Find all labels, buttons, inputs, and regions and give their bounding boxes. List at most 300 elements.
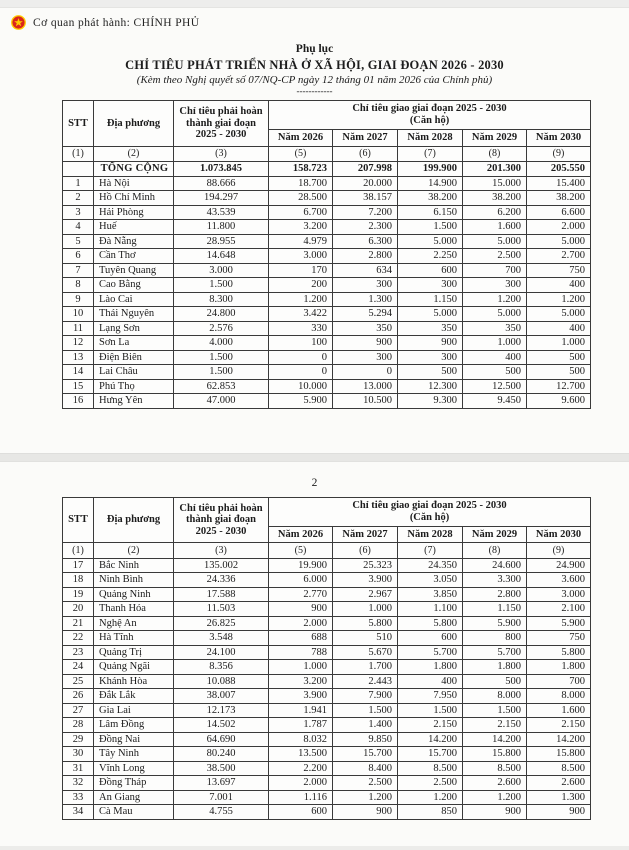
cell-year-2029: 3.300 (463, 573, 527, 588)
col-id: (5) (269, 146, 333, 162)
publisher-bar (0, 8, 629, 37)
cell-year-2027: 15.700 (333, 747, 398, 762)
table-row (63, 631, 591, 646)
table-row (63, 220, 591, 235)
table-row (63, 558, 591, 573)
cell-year-2026: 0 (269, 350, 333, 365)
cell-stt (63, 162, 94, 177)
col-id: (1) (63, 146, 94, 162)
cell-year-2027: 7.200 (333, 205, 398, 220)
cell-stt: 23 (63, 645, 94, 660)
cell-year-2027: 38.157 (333, 191, 398, 206)
cell-locality: Khánh Hòa (94, 674, 174, 689)
cell-stt: 17 (63, 558, 94, 573)
cell-locality: Cao Bằng (94, 278, 174, 293)
cell-target-total: 4.755 (174, 805, 269, 820)
cell-year-2029: 900 (463, 805, 527, 820)
cell-target-total: 14.648 (174, 249, 269, 264)
cell-year-2026: 1.200 (269, 292, 333, 307)
cell-year-2026: 0 (269, 365, 333, 380)
cell-locality: Lào Cai (94, 292, 174, 307)
cell-stt: 10 (63, 307, 94, 322)
cell-year-2026: 688 (269, 631, 333, 646)
cell-year-2030: 5.800 (527, 645, 591, 660)
cell-year-2026: 28.500 (269, 191, 333, 206)
document-title: CHỈ TIÊU PHÁT TRIỂN NHÀ Ở XÃ HỘI, GIAI ĐOẠN 2026 - 2030 (125, 57, 504, 72)
cell-target-total: 13.697 (174, 776, 269, 791)
cell-target-total: 26.825 (174, 616, 269, 631)
cell-target-total: 3.000 (174, 263, 269, 278)
cell-stt: 6 (63, 249, 94, 264)
cell-year-2026: 2.000 (269, 776, 333, 791)
cell-year-2029: 2.600 (463, 776, 527, 791)
cell-locality: Sơn La (94, 336, 174, 351)
cell-year-2030: 3.000 (527, 587, 591, 602)
cell-year-2029: 1.200 (463, 292, 527, 307)
cell-year-2030: 12.700 (527, 379, 591, 394)
table-body-page1 (63, 162, 591, 409)
cell-year-2026: 170 (269, 263, 333, 278)
cell-locality: Cà Mau (94, 805, 174, 820)
cell-target-total: 80.240 (174, 747, 269, 762)
cell-year-2030: 1.200 (527, 292, 591, 307)
cell-stt: 9 (63, 292, 94, 307)
cell-locality: Lạng Sơn (94, 321, 174, 336)
header-target-total: Chỉ tiêu phải hoàn thành giai đoạn 2025 - 2030 (174, 101, 269, 147)
document-subtitle: (Kèm theo Nghị quyết số 07/NQ-CP ngày 12 tháng 01 năm 2026 của Chính phủ) (136, 74, 493, 87)
cell-year-2029: 24.600 (463, 558, 527, 573)
cell-year-2028: 6.150 (398, 205, 463, 220)
table-row (63, 321, 591, 336)
table-row (63, 263, 591, 278)
cell-target-total: 64.690 (174, 732, 269, 747)
page-separator (0, 453, 629, 462)
cell-year-2027: 350 (333, 321, 398, 336)
cell-target-total: 28.955 (174, 234, 269, 249)
cell-year-2030: 38.200 (527, 191, 591, 206)
header-year-2029: Năm 2029 (463, 130, 527, 147)
cell-stt: 34 (63, 805, 94, 820)
cell-stt: 31 (63, 761, 94, 776)
cell-year-2030: 1.300 (527, 790, 591, 805)
cell-target-total: 10.088 (174, 674, 269, 689)
table-row (63, 336, 591, 351)
cell-year-2030: 14.200 (527, 732, 591, 747)
cell-stt: 3 (63, 205, 94, 220)
table-body-page2 (63, 558, 591, 819)
cell-year-2029: 350 (463, 321, 527, 336)
cell-year-2026: 788 (269, 645, 333, 660)
table-row (63, 616, 591, 631)
cell-stt: 4 (63, 220, 94, 235)
table-row (63, 732, 591, 747)
cell-year-2030: 2.600 (527, 776, 591, 791)
cell-target-total: 62.853 (174, 379, 269, 394)
cell-locality: Vĩnh Long (94, 761, 174, 776)
cell-stt: 25 (63, 674, 94, 689)
header-year-2028: Năm 2028 (398, 526, 463, 543)
table-row (63, 689, 591, 704)
cell-year-2026: 600 (269, 805, 333, 820)
cell-year-2029: 700 (463, 263, 527, 278)
document-title-block (0, 42, 629, 95)
cell-year-2029: 1.500 (463, 703, 527, 718)
cell-year-2027: 20.000 (333, 176, 398, 191)
table-row (63, 278, 591, 293)
cell-year-2027: 1.300 (333, 292, 398, 307)
cell-year-2029: 8.000 (463, 689, 527, 704)
cell-year-2028: 14.200 (398, 732, 463, 747)
cell-stt: 32 (63, 776, 94, 791)
header-assigned-group (269, 497, 591, 526)
col-id: (7) (398, 543, 463, 559)
cell-target-total: 1.073.845 (174, 162, 269, 177)
cell-year-2030: 900 (527, 805, 591, 820)
table-row (63, 350, 591, 365)
table-row (63, 234, 591, 249)
header-year-2027: Năm 2027 (333, 526, 398, 543)
col-id: (9) (527, 543, 591, 559)
cell-year-2029: 5.700 (463, 645, 527, 660)
cell-locality: Lai Châu (94, 365, 174, 380)
cell-locality: Quảng Trị (94, 645, 174, 660)
cell-year-2028: 5.000 (398, 234, 463, 249)
cell-year-2026: 900 (269, 602, 333, 617)
col-id: (6) (333, 543, 398, 559)
cell-locality: Gia Lai (94, 703, 174, 718)
housing-targets-table-page2 (62, 497, 591, 820)
cell-target-total: 194.297 (174, 191, 269, 206)
col-id: (8) (463, 543, 527, 559)
cell-year-2030: 8.500 (527, 761, 591, 776)
cell-target-total: 43.539 (174, 205, 269, 220)
cell-year-2030: 500 (527, 350, 591, 365)
cell-year-2030: 1.600 (527, 703, 591, 718)
cell-locality: An Giang (94, 790, 174, 805)
table-row (63, 379, 591, 394)
header-year-2026: Năm 2026 (269, 130, 333, 147)
cell-year-2028: 8.500 (398, 761, 463, 776)
cell-year-2027: 900 (333, 336, 398, 351)
table-row (63, 587, 591, 602)
cell-target-total: 8.300 (174, 292, 269, 307)
cell-year-2028: 2.150 (398, 718, 463, 733)
table-row (63, 191, 591, 206)
cell-stt: 18 (63, 573, 94, 588)
table-row (63, 394, 591, 409)
cell-year-2029: 1.150 (463, 602, 527, 617)
table-row (63, 660, 591, 675)
cell-stt: 28 (63, 718, 94, 733)
cell-year-2030: 500 (527, 365, 591, 380)
cell-target-total: 11.800 (174, 220, 269, 235)
col-id: (9) (527, 146, 591, 162)
cell-year-2030: 2.700 (527, 249, 591, 264)
cell-year-2028: 1.500 (398, 703, 463, 718)
cell-year-2027: 7.900 (333, 689, 398, 704)
total-row (63, 162, 591, 177)
cell-year-2030: 5.000 (527, 307, 591, 322)
cell-year-2027: 900 (333, 805, 398, 820)
cell-locality: Hồ Chí Minh (94, 191, 174, 206)
cell-year-2026: 10.000 (269, 379, 333, 394)
cell-stt: 24 (63, 660, 94, 675)
cell-year-2030: 205.550 (527, 162, 591, 177)
cell-year-2029: 15.000 (463, 176, 527, 191)
cell-year-2030: 2.000 (527, 220, 591, 235)
cell-year-2029: 15.800 (463, 747, 527, 762)
cell-target-total: 11.503 (174, 602, 269, 617)
cell-year-2030: 9.600 (527, 394, 591, 409)
cell-year-2027: 1.000 (333, 602, 398, 617)
col-id: (2) (94, 543, 174, 559)
cell-year-2029: 500 (463, 674, 527, 689)
cell-locality: Đà Nẵng (94, 234, 174, 249)
header-stt: STT (63, 101, 94, 147)
header-locality: Địa phương (94, 497, 174, 543)
publisher-label: Cơ quan phát hành: CHÍNH PHỦ (33, 16, 200, 29)
cell-year-2029: 300 (463, 278, 527, 293)
housing-targets-table-page1 (62, 100, 591, 409)
cell-year-2028: 900 (398, 336, 463, 351)
header-assigned-group (269, 101, 591, 130)
cell-year-2026: 200 (269, 278, 333, 293)
cell-year-2029: 500 (463, 365, 527, 380)
cell-year-2028: 300 (398, 350, 463, 365)
cell-year-2026: 3.000 (269, 249, 333, 264)
cell-year-2029: 400 (463, 350, 527, 365)
cell-year-2026: 3.200 (269, 674, 333, 689)
cell-year-2026: 1.941 (269, 703, 333, 718)
table-row (63, 790, 591, 805)
header-assigned-line1: Chỉ tiêu giao giai đoạn 2025 - 2030 (352, 103, 507, 115)
table-row (63, 674, 591, 689)
cell-year-2026: 13.500 (269, 747, 333, 762)
cell-year-2027: 13.000 (333, 379, 398, 394)
cell-year-2028: 1.500 (398, 220, 463, 235)
cell-locality: Hải Phòng (94, 205, 174, 220)
header-year-2030: Năm 2030 (527, 526, 591, 543)
cell-year-2028: 1.200 (398, 790, 463, 805)
cell-year-2029: 5.900 (463, 616, 527, 631)
header-target-total: Chỉ tiêu phải hoàn thành giai đoạn 2025 - 2030 (174, 497, 269, 543)
cell-locality: Phú Thọ (94, 379, 174, 394)
cell-locality: Lâm Đồng (94, 718, 174, 733)
cell-year-2027: 9.850 (333, 732, 398, 747)
cell-locality: Đắk Lắk (94, 689, 174, 704)
cell-year-2030: 5.900 (527, 616, 591, 631)
cell-year-2026: 2.200 (269, 761, 333, 776)
cell-target-total: 24.100 (174, 645, 269, 660)
cell-year-2027: 207.998 (333, 162, 398, 177)
cell-year-2029: 6.200 (463, 205, 527, 220)
cell-target-total: 88.666 (174, 176, 269, 191)
cell-year-2027: 0 (333, 365, 398, 380)
col-id: (3) (174, 146, 269, 162)
cell-year-2027: 300 (333, 350, 398, 365)
appendix-label: Phụ lục (295, 43, 334, 55)
table-row (63, 602, 591, 617)
cell-year-2029: 2.500 (463, 249, 527, 264)
table-header (63, 101, 591, 162)
cell-stt: 27 (63, 703, 94, 718)
cell-target-total: 1.500 (174, 278, 269, 293)
vietnam-emblem-icon (11, 15, 26, 30)
table-row (63, 205, 591, 220)
cell-year-2028: 24.350 (398, 558, 463, 573)
cell-year-2026: 1.116 (269, 790, 333, 805)
cell-year-2028: 9.300 (398, 394, 463, 409)
cell-year-2030: 400 (527, 321, 591, 336)
table-row (63, 703, 591, 718)
cell-year-2026: 1.787 (269, 718, 333, 733)
cell-year-2028: 2.500 (398, 776, 463, 791)
cell-locality: Hà Nội (94, 176, 174, 191)
cell-target-total: 14.502 (174, 718, 269, 733)
cell-locality: Thanh Hóa (94, 602, 174, 617)
cell-year-2026: 1.000 (269, 660, 333, 675)
cell-year-2028: 850 (398, 805, 463, 820)
title-divider: ------------ (296, 86, 333, 97)
cell-year-2030: 15.400 (527, 176, 591, 191)
cell-year-2029: 1.000 (463, 336, 527, 351)
cell-year-2028: 12.300 (398, 379, 463, 394)
cell-stt: 21 (63, 616, 94, 631)
cell-year-2029: 9.450 (463, 394, 527, 409)
cell-year-2029: 2.150 (463, 718, 527, 733)
cell-year-2026: 6.700 (269, 205, 333, 220)
cell-year-2027: 3.900 (333, 573, 398, 588)
cell-stt: 2 (63, 191, 94, 206)
cell-year-2030: 6.600 (527, 205, 591, 220)
cell-year-2027: 510 (333, 631, 398, 646)
cell-year-2030: 3.600 (527, 573, 591, 588)
cell-year-2029: 5.000 (463, 307, 527, 322)
cell-target-total: 135.002 (174, 558, 269, 573)
cell-year-2026: 330 (269, 321, 333, 336)
cell-stt: 29 (63, 732, 94, 747)
cell-year-2029: 1.600 (463, 220, 527, 235)
cell-target-total: 8.356 (174, 660, 269, 675)
cell-stt: 15 (63, 379, 94, 394)
cell-year-2027: 2.967 (333, 587, 398, 602)
table-row (63, 776, 591, 791)
cell-target-total: 47.000 (174, 394, 269, 409)
header-year-2029: Năm 2029 (463, 526, 527, 543)
header-year-2027: Năm 2027 (333, 130, 398, 147)
cell-stt: 1 (63, 176, 94, 191)
cell-year-2030: 2.100 (527, 602, 591, 617)
cell-locality: Ninh Bình (94, 573, 174, 588)
cell-year-2026: 18.700 (269, 176, 333, 191)
cell-target-total: 1.500 (174, 350, 269, 365)
cell-year-2030: 2.150 (527, 718, 591, 733)
cell-year-2028: 350 (398, 321, 463, 336)
cell-year-2027: 8.400 (333, 761, 398, 776)
header-year-2026: Năm 2026 (269, 526, 333, 543)
cell-locality: Bắc Ninh (94, 558, 174, 573)
cell-year-2027: 25.323 (333, 558, 398, 573)
cell-locality: Huế (94, 220, 174, 235)
cell-year-2030: 400 (527, 278, 591, 293)
cell-year-2029: 38.200 (463, 191, 527, 206)
col-id: (6) (333, 146, 398, 162)
cell-year-2027: 634 (333, 263, 398, 278)
cell-locality: TỔNG CỘNG (94, 162, 174, 177)
cell-year-2026: 3.422 (269, 307, 333, 322)
cell-year-2027: 5.800 (333, 616, 398, 631)
cell-year-2026: 6.000 (269, 573, 333, 588)
cell-year-2028: 300 (398, 278, 463, 293)
cell-locality: Thái Nguyên (94, 307, 174, 322)
cell-year-2028: 5.800 (398, 616, 463, 631)
cell-year-2027: 1.700 (333, 660, 398, 675)
cell-year-2028: 500 (398, 365, 463, 380)
table-row (63, 761, 591, 776)
header-assigned-line1: Chỉ tiêu giao giai đoạn 2025 - 2030 (352, 499, 507, 511)
cell-year-2029: 1.800 (463, 660, 527, 675)
cell-locality: Cần Thơ (94, 249, 174, 264)
cell-year-2027: 300 (333, 278, 398, 293)
table-row (63, 249, 591, 264)
cell-year-2027: 10.500 (333, 394, 398, 409)
cell-year-2028: 5.000 (398, 307, 463, 322)
cell-stt: 14 (63, 365, 94, 380)
cell-year-2030: 750 (527, 631, 591, 646)
table-row (63, 718, 591, 733)
cell-year-2027: 2.500 (333, 776, 398, 791)
cell-year-2028: 199.900 (398, 162, 463, 177)
cell-target-total: 38.500 (174, 761, 269, 776)
header-year-2028: Năm 2028 (398, 130, 463, 147)
table-header (63, 497, 591, 558)
table-row (63, 805, 591, 820)
cell-target-total: 24.336 (174, 573, 269, 588)
cell-locality: Hà Tĩnh (94, 631, 174, 646)
cell-locality: Tây Ninh (94, 747, 174, 762)
cell-year-2027: 2.443 (333, 674, 398, 689)
top-strip (0, 0, 629, 8)
cell-year-2030: 750 (527, 263, 591, 278)
cell-year-2027: 1.200 (333, 790, 398, 805)
cell-target-total: 1.500 (174, 365, 269, 380)
document-page-2 (0, 477, 629, 820)
cell-year-2027: 2.800 (333, 249, 398, 264)
cell-target-total: 4.000 (174, 336, 269, 351)
cell-locality: Hưng Yên (94, 394, 174, 409)
cell-year-2028: 2.250 (398, 249, 463, 264)
table-row (63, 573, 591, 588)
cell-year-2028: 7.950 (398, 689, 463, 704)
cell-stt: 11 (63, 321, 94, 336)
cell-stt: 19 (63, 587, 94, 602)
cell-year-2028: 1.150 (398, 292, 463, 307)
cell-year-2029: 14.200 (463, 732, 527, 747)
cell-target-total: 3.548 (174, 631, 269, 646)
cell-target-total: 24.800 (174, 307, 269, 322)
cell-year-2027: 6.300 (333, 234, 398, 249)
cell-year-2028: 1.100 (398, 602, 463, 617)
cell-year-2026: 5.900 (269, 394, 333, 409)
column-id-row (63, 543, 591, 559)
table-row (63, 747, 591, 762)
cell-target-total: 7.001 (174, 790, 269, 805)
cell-year-2026: 19.900 (269, 558, 333, 573)
cell-year-2028: 5.700 (398, 645, 463, 660)
cell-year-2029: 1.200 (463, 790, 527, 805)
cell-year-2028: 1.800 (398, 660, 463, 675)
cell-year-2030: 15.800 (527, 747, 591, 762)
